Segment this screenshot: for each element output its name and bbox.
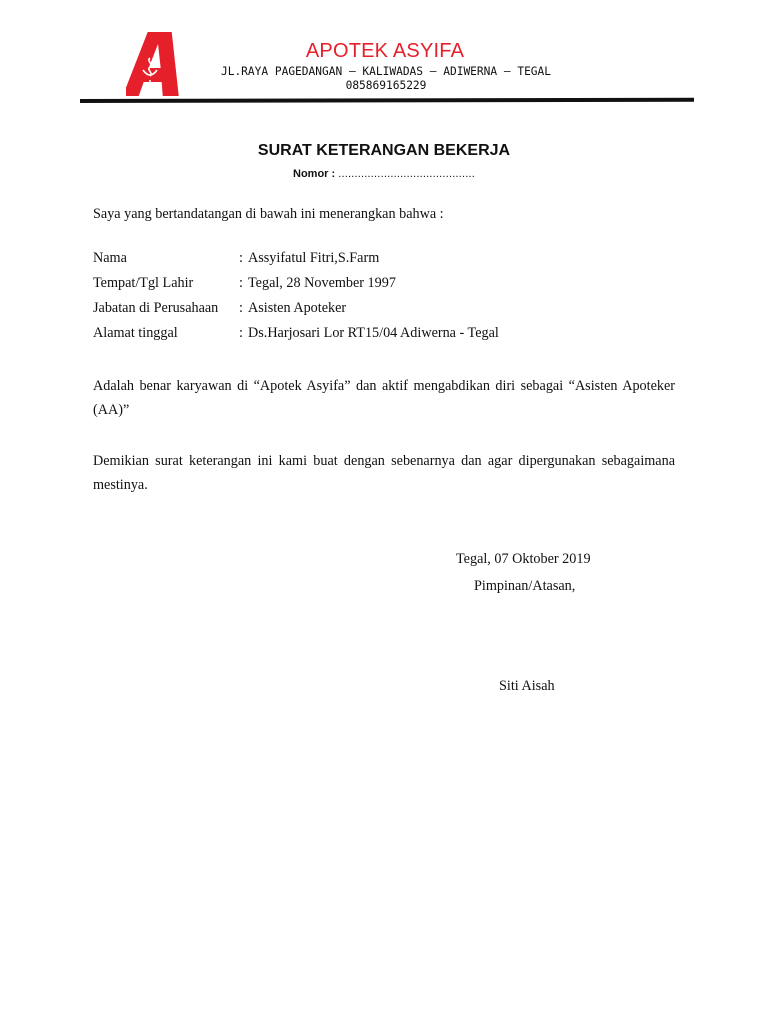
- closing-role: Pimpinan/Atasan,: [474, 578, 576, 594]
- pharmacy-phone: 085869165229: [345, 79, 427, 92]
- pharmacy-address: JL.RAYA PAGEDANGAN – KALIWADAS – ADIWERNA – TEGAL: [220, 65, 552, 78]
- field-value-position: Asisten Apoteker: [248, 300, 347, 316]
- statement-paragraph: Adalah benar karyawan di “Apotek Asyifa” dan aktif mengabdikan diri sebagai “Asisten Apoteker (AA)”: [93, 378, 675, 418]
- field-colon: :: [239, 300, 243, 316]
- field-value-birth: Tegal, 28 November 1997: [248, 275, 396, 291]
- signer-name: Siti Aisah: [499, 678, 555, 694]
- letter-number-label: Nomor :: [293, 168, 336, 180]
- letter-title: SURAT KETERANGAN BEKERJA: [257, 142, 511, 159]
- field-value-address: Ds.Harjosari Lor RT15/04 Adiwerna - Tegal: [248, 325, 499, 341]
- letter-number: [0, 168, 768, 180]
- field-label-birth: Tempat/Tgl Lahir: [93, 275, 194, 291]
- field-label-name: Nama: [93, 250, 127, 266]
- closing-place-date: Tegal, 07 Oktober 2019: [456, 551, 591, 567]
- pharmacy-logo-icon: [126, 30, 190, 98]
- header-divider: [80, 98, 694, 103]
- field-colon: :: [239, 250, 243, 266]
- field-label-position: Jabatan di Perusahaan: [93, 300, 219, 316]
- intro-text: Saya yang bertandatangan di bawah ini menerangkan bahwa :: [93, 206, 444, 222]
- field-value-name: Assyifatul Fitri,S.Farm: [248, 250, 380, 266]
- field-label-address: Alamat tinggal: [93, 325, 178, 341]
- letter-number-value: ..........................................: [338, 168, 475, 180]
- pharmacy-name: APOTEK ASYIFA: [305, 40, 465, 62]
- field-colon: :: [239, 325, 243, 341]
- closing-paragraph: Demikian surat keterangan ini kami buat dengan sebenarnya dan agar dipergunakan sebagaimana mestinya.: [93, 453, 675, 493]
- field-colon: :: [239, 275, 243, 291]
